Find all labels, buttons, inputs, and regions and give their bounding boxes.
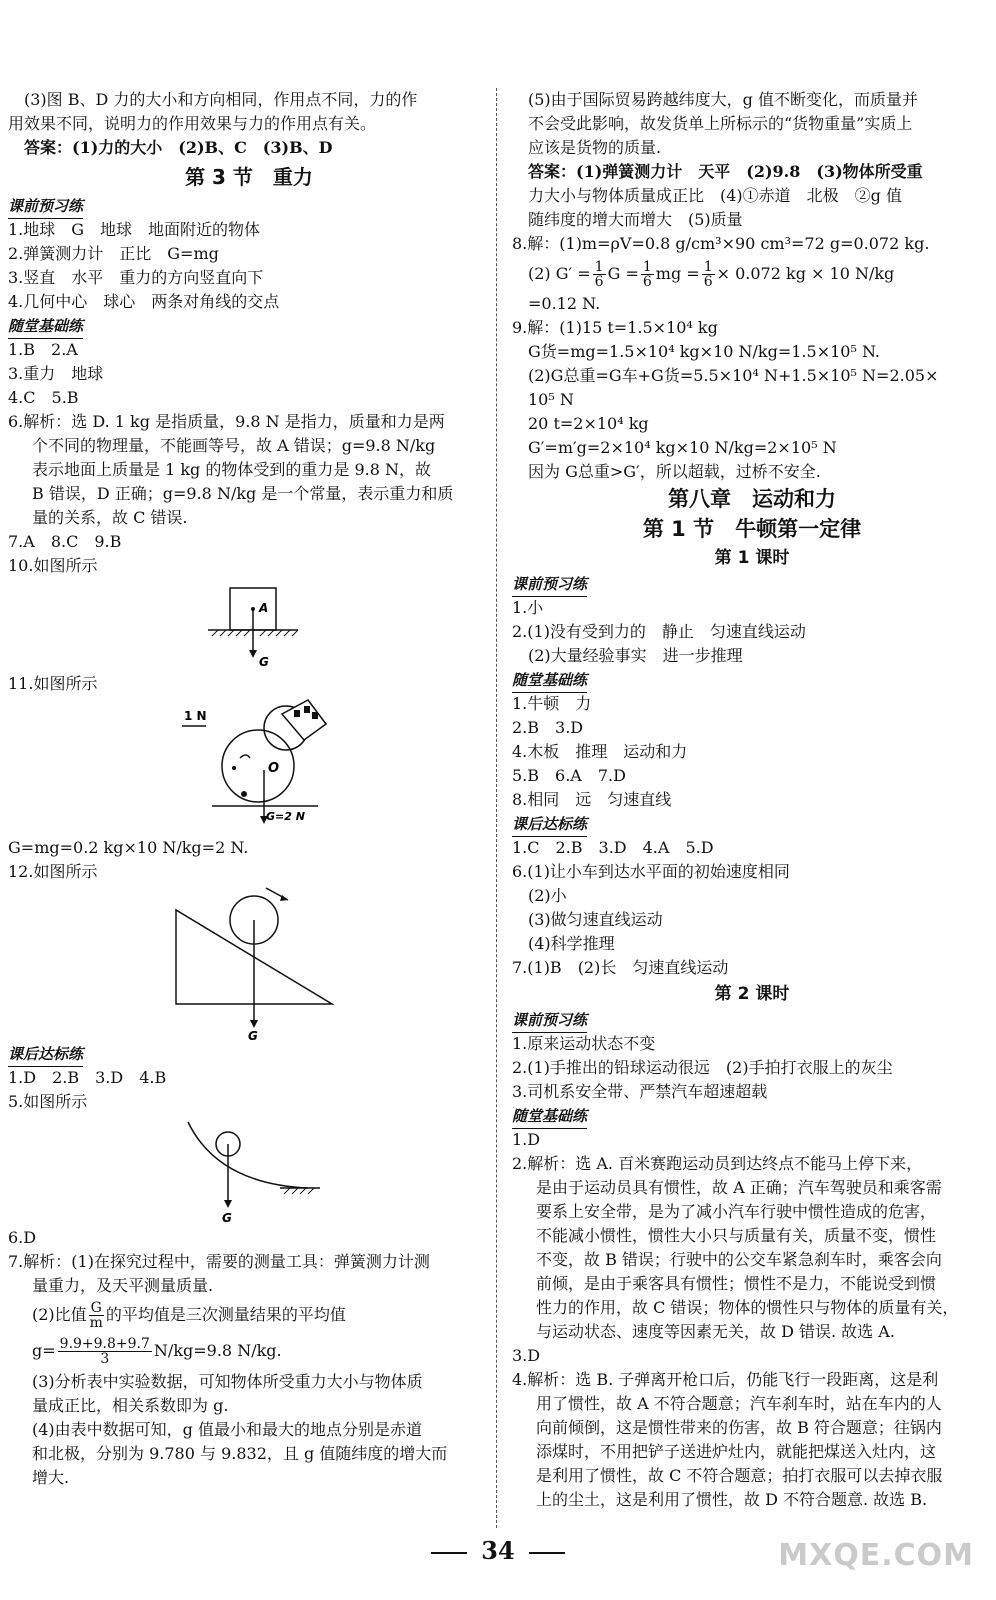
fraction-numerator: 1 xyxy=(703,259,713,275)
label-after: 课后达标练 xyxy=(8,1044,83,1067)
section-heading: 第 3 节 重力 xyxy=(185,165,313,189)
figure-12 xyxy=(8,884,490,1042)
text-line: 3.司机系安全带、严禁汽车超速超载 xyxy=(512,1082,768,1101)
text-line: 6.解析：选 D. 1 kg 是指质量，9.8 N 是指力，质量和力是两 xyxy=(8,412,445,431)
text-line: 1.D 2.B 3.D 4.B xyxy=(8,1068,167,1087)
text-span: (2) G′ = xyxy=(528,264,591,283)
figure-5 xyxy=(8,1114,490,1226)
fig10-label-g: G xyxy=(259,655,269,669)
text-line: (5)由于国际贸易跨越纬度大，g 值不断变化，而质量并 xyxy=(528,90,918,109)
text-line: 8.解：(1)m=ρV=0.8 g/cm³×90 cm³=72 g=0.072 kg. xyxy=(512,234,930,253)
text-span: mg = xyxy=(655,264,700,283)
figure-10 xyxy=(8,578,490,672)
text-line: (4)由表中数据可知，g 值最小和最大的地点分别是赤道 xyxy=(32,1420,422,1439)
fig5-label-g: G xyxy=(222,1211,232,1225)
text-line: 前倾，是由于乘客具有惯性；惯性不是力，不能说受到惯 xyxy=(536,1274,937,1293)
figure-5-svg xyxy=(8,1114,490,1226)
label-preview: 课前预习练 xyxy=(512,1010,587,1033)
figure-12-svg xyxy=(8,884,490,1042)
figure-10-svg xyxy=(8,578,490,672)
text-line: 20 t=2×10⁴ kg xyxy=(528,414,649,433)
answer-line: 答案：(1)力的大小 (2)B、C (3)B、D xyxy=(24,138,333,157)
label-preview: 课前预习练 xyxy=(8,196,83,219)
text-line: 个不同的物理量，不能画等号，故 A 错误；g=9.8 N/kg xyxy=(32,436,436,455)
text-line: (4)科学推理 xyxy=(528,934,615,953)
text-line: 增大. xyxy=(32,1468,70,1487)
chapter-heading: 第八章 运动和力 xyxy=(668,487,836,511)
fig11-label-o: O xyxy=(268,761,280,776)
text-line: 1.小 xyxy=(512,598,544,617)
text-line: 1.地球 G 地球 地面附近的物体 xyxy=(8,220,261,239)
figure-11-svg xyxy=(8,696,490,836)
text-line: 6.D xyxy=(8,1228,37,1247)
fraction-numerator: 1 xyxy=(594,259,604,275)
text-line: 10.如图所示 xyxy=(8,556,98,575)
text-line: 是由于运动员具有惯性，故 A 正确；汽车驾驶员和乘客需 xyxy=(536,1178,942,1197)
text-line: 7.解析：(1)在探究过程中，需要的测量工具：弹簧测力计测 xyxy=(8,1252,430,1271)
fraction xyxy=(593,260,606,289)
text-line: 量成正比，相关系数即为 g. xyxy=(32,1396,229,1415)
text-line: 应该是货物的质量. xyxy=(528,138,662,157)
text-line: 3.D xyxy=(512,1346,541,1365)
text-line: 与运动状态、速度等因素无关，故 D 错误. 故选 A. xyxy=(536,1322,895,1341)
text-line: 1.原来运动状态不变 xyxy=(512,1034,656,1053)
text-line: 9.解：(1)15 t=1.5×10⁴ kg xyxy=(512,318,718,337)
figure-11 xyxy=(8,696,490,836)
label-basic: 随堂基础练 xyxy=(512,670,587,693)
section-heading: 第 1 节 牛顿第一定律 xyxy=(642,517,862,541)
label-basic: 随堂基础练 xyxy=(8,316,83,339)
fraction-denominator: 6 xyxy=(703,274,713,290)
fraction xyxy=(89,1301,104,1330)
text-line: 和北极，分别为 9.780 与 9.832，且 g 值随纬度的增大而 xyxy=(32,1444,448,1463)
text-line: 10⁵ N xyxy=(528,390,574,409)
label-after: 课后达标练 xyxy=(512,814,587,837)
text-line: 上的尘土，这是利用了惯性，故 D 不符合题意. 故选 B. xyxy=(536,1490,928,1509)
fraction-denominator: 3 xyxy=(100,1351,110,1367)
text-line: 不会受此影响，故发货单上所标示的“货物重量”实质上 xyxy=(528,114,913,133)
right-column xyxy=(512,88,992,1512)
text-line: 性力的作用，故 C 错误；物体的惯性只与物体的质量有关， xyxy=(536,1298,959,1317)
text-line: 不能减小惯性，惯性大小只与质量有关，质量不变，惯性 xyxy=(536,1226,937,1245)
text-line: 随纬度的增大而增大 (5)质量 xyxy=(528,210,743,229)
text-line: 5.B 6.A 7.D xyxy=(512,766,626,785)
fraction-denominator: m xyxy=(89,1315,103,1331)
text-line: G′=m′g=2×10⁴ kg×10 N/kg=2×10⁵ N xyxy=(528,438,837,457)
fig11-label-g: G=2 N xyxy=(266,810,305,823)
text-line: G=mg=0.2 kg×10 N/kg=2 N. xyxy=(8,838,249,857)
lesson-heading: 第 2 课时 xyxy=(714,984,790,1004)
text-line: 4.C 5.B xyxy=(8,388,79,407)
text-line: 添煤时，不用把铲子送进炉灶内，就能把煤送入灶内，这 xyxy=(536,1442,937,1461)
fig10-label-a: A xyxy=(259,601,269,615)
text-line: 2.解析：选 A. 百米赛跑运动员到达终点不能马上停下来， xyxy=(512,1154,923,1173)
text-line: 量的关系，故 C 错误. xyxy=(32,508,188,527)
fraction-numerator: G xyxy=(90,1300,102,1316)
fig12-label-g: G xyxy=(248,1029,258,1042)
text-line: 不变，故 B 错误；行驶中的公交车紧急刹车时，乘客会向 xyxy=(536,1250,942,1269)
text-line xyxy=(512,256,992,292)
fraction-denominator: 6 xyxy=(642,274,652,290)
text-line: 因为 G总重>G′，所以超载，过桥不安全. xyxy=(528,462,821,481)
text-line: 量重力，及天平测量质量. xyxy=(32,1276,214,1295)
lesson-heading: 第 1 课时 xyxy=(714,548,790,568)
text-line: 6.(1)让小车到达水平面的初始速度相同 xyxy=(512,862,790,881)
text-line: 是利用了惯性，故 C 不符合题意；拍打衣服可以去掉衣服 xyxy=(536,1466,943,1485)
text-line: (3)分析表中实验数据，可知物体所受重力大小与物体质 xyxy=(32,1372,423,1391)
text-line: 7.A 8.C 9.B xyxy=(8,532,122,551)
text-span: 的平均值是三次测量结果的平均值 xyxy=(105,1305,346,1324)
text-line: 表示地面上质量是 1 kg 的物体受到的重力是 9.8 N，故 xyxy=(32,460,431,479)
fraction-numerator: 9.9+9.8+9.7 xyxy=(59,1336,150,1352)
text-line: 4.解析：选 B. 子弹离开枪口后，仍能飞行一段距离，这是利 xyxy=(512,1370,939,1389)
text-line: 3.竖直 水平 重力的方向竖直向下 xyxy=(8,268,264,287)
fraction-denominator: 6 xyxy=(594,274,604,290)
fraction xyxy=(702,260,715,289)
fig11-scale: 1 N xyxy=(184,709,207,723)
text-line: =0.12 N. xyxy=(528,294,601,313)
text-line: 用效果不同，说明力的作用效果与力的作用点有关。 xyxy=(8,114,377,133)
text-line: 3.重力 地球 xyxy=(8,364,104,383)
text-span: (2)比值 xyxy=(32,1305,87,1324)
text-line: 用了惯性，故 A 不符合题意；汽车刹车时，站在车内的人 xyxy=(536,1394,942,1413)
text-line: 要系上安全带，是为了减小汽车行驶中惯性造成的危害， xyxy=(536,1202,937,1221)
text-line: 1.B 2.A xyxy=(8,340,78,359)
fraction xyxy=(58,1337,152,1366)
text-line: (2)G总重=G车+G货=5.5×10⁴ N+1.5×10⁵ N=2.05× xyxy=(528,366,939,385)
fraction xyxy=(641,260,654,289)
text-span: G = xyxy=(607,264,639,283)
page-number: 34 xyxy=(481,1536,515,1565)
text-line xyxy=(8,1332,490,1370)
watermark: MXQE.COM xyxy=(778,1538,974,1573)
text-line: (3)图 B、D 力的大小和方向相同，作用点不同，力的作 xyxy=(24,90,418,109)
text-line: 5.如图所示 xyxy=(8,1092,88,1111)
text-line: (3)做匀速直线运动 xyxy=(528,910,663,929)
text-line: 2.(1)没有受到力的 静止 匀速直线运动 xyxy=(512,622,806,641)
text-line: 1.C 2.B 3.D 4.A 5.D xyxy=(512,838,714,857)
text-line: 11.如图所示 xyxy=(8,674,98,693)
text-line: (2)大量经验事实 进一步推理 xyxy=(528,646,743,665)
text-line: B 错误，D 正确；g=9.8 N/kg 是一个常量，表示重力和质 xyxy=(32,484,454,503)
left-column xyxy=(8,88,490,1490)
text-line xyxy=(8,1298,490,1332)
text-line: 2.(1)手推出的铅球运动很远 (2)手拍打衣服上的灰尘 xyxy=(512,1058,893,1077)
text-line: 8.相同 远 匀速直线 xyxy=(512,790,672,809)
text-line: (2)小 xyxy=(528,886,567,905)
fraction-numerator: 1 xyxy=(642,259,652,275)
label-preview: 课前预习练 xyxy=(512,574,587,597)
text-line: 4.几何中心 球心 两条对角线的交点 xyxy=(8,292,280,311)
label-basic: 随堂基础练 xyxy=(512,1106,587,1129)
text-span: N/kg=9.8 N/kg. xyxy=(153,1341,282,1360)
text-line: 2.弹簧测力计 正比 G=mg xyxy=(8,244,219,263)
text-line: 12.如图所示 xyxy=(8,862,98,881)
text-line: 4.木板 推理 运动和力 xyxy=(512,742,688,761)
text-line: 7.(1)B (2)长 匀速直线运动 xyxy=(512,958,729,977)
text-line: 力大小与物体质量成正比 (4)①赤道 北极 ②g 值 xyxy=(528,186,902,205)
text-line: 向前倾倒，这是惯性带来的伤害，故 B 符合题意；往锅内 xyxy=(536,1418,942,1437)
column-divider xyxy=(496,88,497,1528)
text-line: G货=mg=1.5×10⁴ kg×10 N/kg=1.5×10⁵ N. xyxy=(528,342,881,361)
text-span: g= xyxy=(32,1341,56,1360)
answer-line: 答案：(1)弹簧测力计 天平 (2)9.8 (3)物体所受重 xyxy=(528,162,923,181)
text-span: × 0.072 kg × 10 N/kg xyxy=(716,264,895,283)
text-line: 2.B 3.D xyxy=(512,718,584,737)
text-line: 1.D xyxy=(512,1130,541,1149)
text-line: 1.牛顿 力 xyxy=(512,694,592,713)
